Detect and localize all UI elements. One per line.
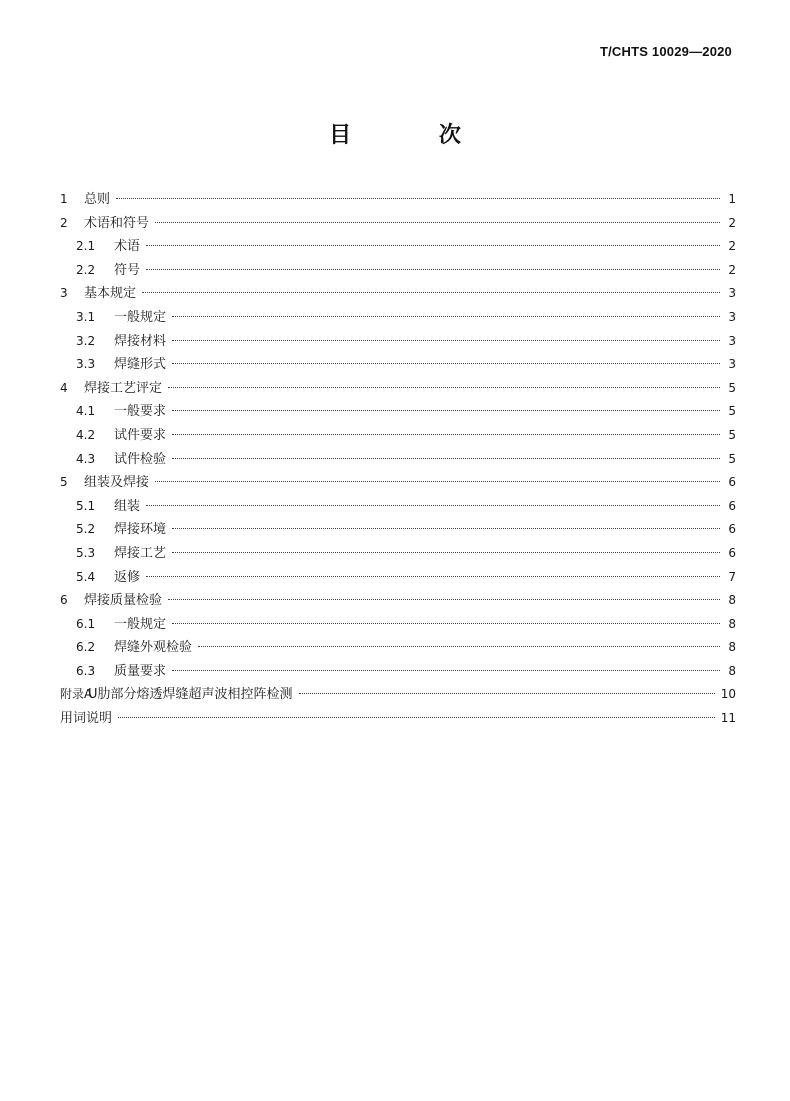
toc-entry[interactable]	[60, 542, 736, 566]
toc-entry[interactable]	[60, 495, 736, 519]
toc-entry-number: 2.1	[76, 239, 96, 254]
dot-leader	[172, 316, 720, 317]
dot-leader	[172, 340, 720, 341]
table-of-contents	[60, 188, 736, 731]
dot-leader	[198, 646, 720, 647]
toc-entry-page-number: 2	[728, 262, 736, 277]
toc-entry[interactable]	[60, 518, 736, 542]
toc-entry-number: 4.1	[76, 404, 96, 419]
toc-entry-title: 一般要求	[114, 404, 167, 420]
toc-entry[interactable]	[60, 306, 736, 330]
toc-entry-number: 2.2	[76, 262, 96, 277]
toc-entry-number: 2	[60, 215, 68, 230]
toc-entry-page-number: 3	[728, 309, 736, 324]
dot-leader	[146, 505, 720, 506]
toc-entry-page-number: 3	[728, 357, 736, 372]
toc-entry[interactable]	[60, 235, 736, 259]
toc-entry[interactable]	[60, 377, 736, 401]
dot-leader	[172, 528, 720, 529]
toc-entry-title: 质量要求	[114, 663, 167, 679]
toc-entry-page-number: 6	[728, 545, 736, 560]
toc-entry-title: 一般规定	[114, 309, 167, 325]
dot-leader	[172, 434, 720, 435]
toc-entry-title: 术语	[114, 239, 141, 255]
dot-leader	[172, 623, 720, 624]
toc-entry-page-number: 5	[728, 380, 736, 395]
toc-entry-page-number: 2	[728, 215, 736, 230]
dot-leader	[172, 552, 720, 553]
dot-leader	[172, 363, 720, 364]
page-title: 目 次	[329, 123, 501, 148]
toc-entry-page-number: 6	[728, 475, 736, 490]
toc-entry-page-number: 3	[728, 286, 736, 301]
dot-leader	[155, 222, 720, 223]
toc-entry-page-number: 6	[728, 498, 736, 513]
toc-entry-title: 组装及焊接	[84, 475, 150, 491]
toc-entry[interactable]	[60, 282, 736, 306]
dot-leader	[299, 693, 715, 694]
toc-entry-number: 5.2	[76, 522, 96, 537]
toc-entry-page-number: 8	[728, 616, 736, 631]
dot-leader	[116, 198, 720, 199]
dot-leader	[172, 458, 720, 459]
toc-entry-number: 5.1	[76, 498, 96, 513]
toc-entry-title: 总则	[84, 192, 111, 207]
toc-entry-title: 组装	[114, 498, 141, 514]
dot-leader	[142, 292, 720, 293]
toc-entry-number: 4	[60, 380, 68, 395]
dot-leader	[168, 387, 720, 388]
toc-entry-number: 5.4	[76, 569, 96, 584]
toc-entry-page-number: 8	[728, 593, 736, 608]
toc-entry-number: 4.3	[76, 451, 96, 466]
toc-entry-number: 6	[60, 593, 68, 608]
toc-entry-title: 焊缝外观检验	[114, 640, 193, 656]
toc-entry-number: 3.2	[76, 333, 96, 348]
toc-entry-page-number: 5	[728, 404, 736, 419]
dot-leader	[146, 245, 720, 246]
toc-entry-number: 6.2	[76, 640, 96, 655]
toc-entry-number: 1	[60, 192, 68, 206]
toc-entry[interactable]	[60, 188, 736, 212]
toc-entry-title: 一般规定	[114, 616, 167, 632]
toc-entry-page-number: 7	[728, 569, 736, 584]
toc-entry[interactable]	[60, 400, 736, 424]
toc-entry[interactable]	[60, 448, 736, 472]
toc-entry-number: 5	[60, 475, 68, 490]
toc-entry[interactable]	[60, 471, 736, 495]
document-code: T/CHTS 10029—2020	[599, 44, 732, 59]
toc-entry[interactable]	[60, 636, 736, 660]
toc-entry-page-number: 5	[728, 427, 736, 442]
toc-entry[interactable]	[60, 212, 736, 236]
toc-entry-title: U肋部分熔透焊缝超声波相控阵检测	[88, 687, 293, 703]
toc-entry[interactable]	[60, 259, 736, 283]
toc-entry-title: 符号	[114, 262, 141, 278]
toc-entry-page-number: 2	[728, 239, 736, 254]
dot-leader	[155, 481, 720, 482]
toc-entry-number: 3.3	[76, 357, 96, 372]
toc-entry-number: 5.3	[76, 545, 96, 560]
toc-entry-title: 焊缝形式	[114, 357, 167, 373]
toc-entry-title: 基本规定	[84, 286, 137, 302]
toc-entry[interactable]	[60, 330, 736, 354]
toc-entry[interactable]	[60, 589, 736, 613]
toc-entry-title: 焊接材料	[114, 333, 167, 349]
dot-leader	[172, 670, 720, 671]
toc-entry-page-number: 8	[728, 663, 736, 678]
dot-leader	[146, 269, 720, 270]
toc-entry-number: 6.3	[76, 663, 96, 678]
toc-entry-number: 3.1	[76, 309, 96, 324]
toc-entry[interactable]	[60, 683, 736, 707]
toc-entry-number: 4.2	[76, 427, 96, 442]
toc-entry-title: 试件检验	[114, 451, 167, 467]
toc-entry-title: 用词说明	[60, 711, 113, 727]
toc-entry-number: 6.1	[76, 616, 96, 631]
toc-entry-title: 试件要求	[114, 427, 167, 443]
toc-entry-page-number: 3	[728, 333, 736, 348]
toc-entry[interactable]	[60, 424, 736, 448]
toc-entry-page-number: 11	[720, 711, 736, 726]
toc-entry[interactable]	[60, 613, 736, 637]
toc-entry-title: 返修	[114, 569, 141, 585]
toc-entry[interactable]	[60, 707, 736, 731]
toc-entry-title: 术语和符号	[84, 215, 150, 231]
toc-entry-page-number: 6	[728, 522, 736, 537]
dot-leader	[168, 599, 720, 600]
toc-entry-title: 焊接环境	[114, 522, 167, 538]
dot-leader	[172, 410, 720, 411]
toc-entry-page-number: 1	[728, 192, 736, 206]
toc-entry-page-number: 5	[728, 451, 736, 466]
toc-entry-page-number: 10	[720, 687, 736, 702]
toc-entry[interactable]	[60, 660, 736, 684]
dot-leader	[118, 717, 715, 718]
toc-entry-title: 焊接工艺	[114, 545, 167, 561]
toc-entry[interactable]	[60, 353, 736, 377]
toc-entry[interactable]	[60, 566, 736, 590]
toc-entry-number: 3	[60, 286, 68, 301]
dot-leader	[146, 576, 720, 577]
toc-entry-title: 焊接质量检验	[84, 593, 163, 609]
toc-entry-title: 焊接工艺评定	[84, 380, 163, 396]
toc-entry-number: 附录A	[60, 687, 93, 702]
toc-entry-page-number: 8	[728, 640, 736, 655]
